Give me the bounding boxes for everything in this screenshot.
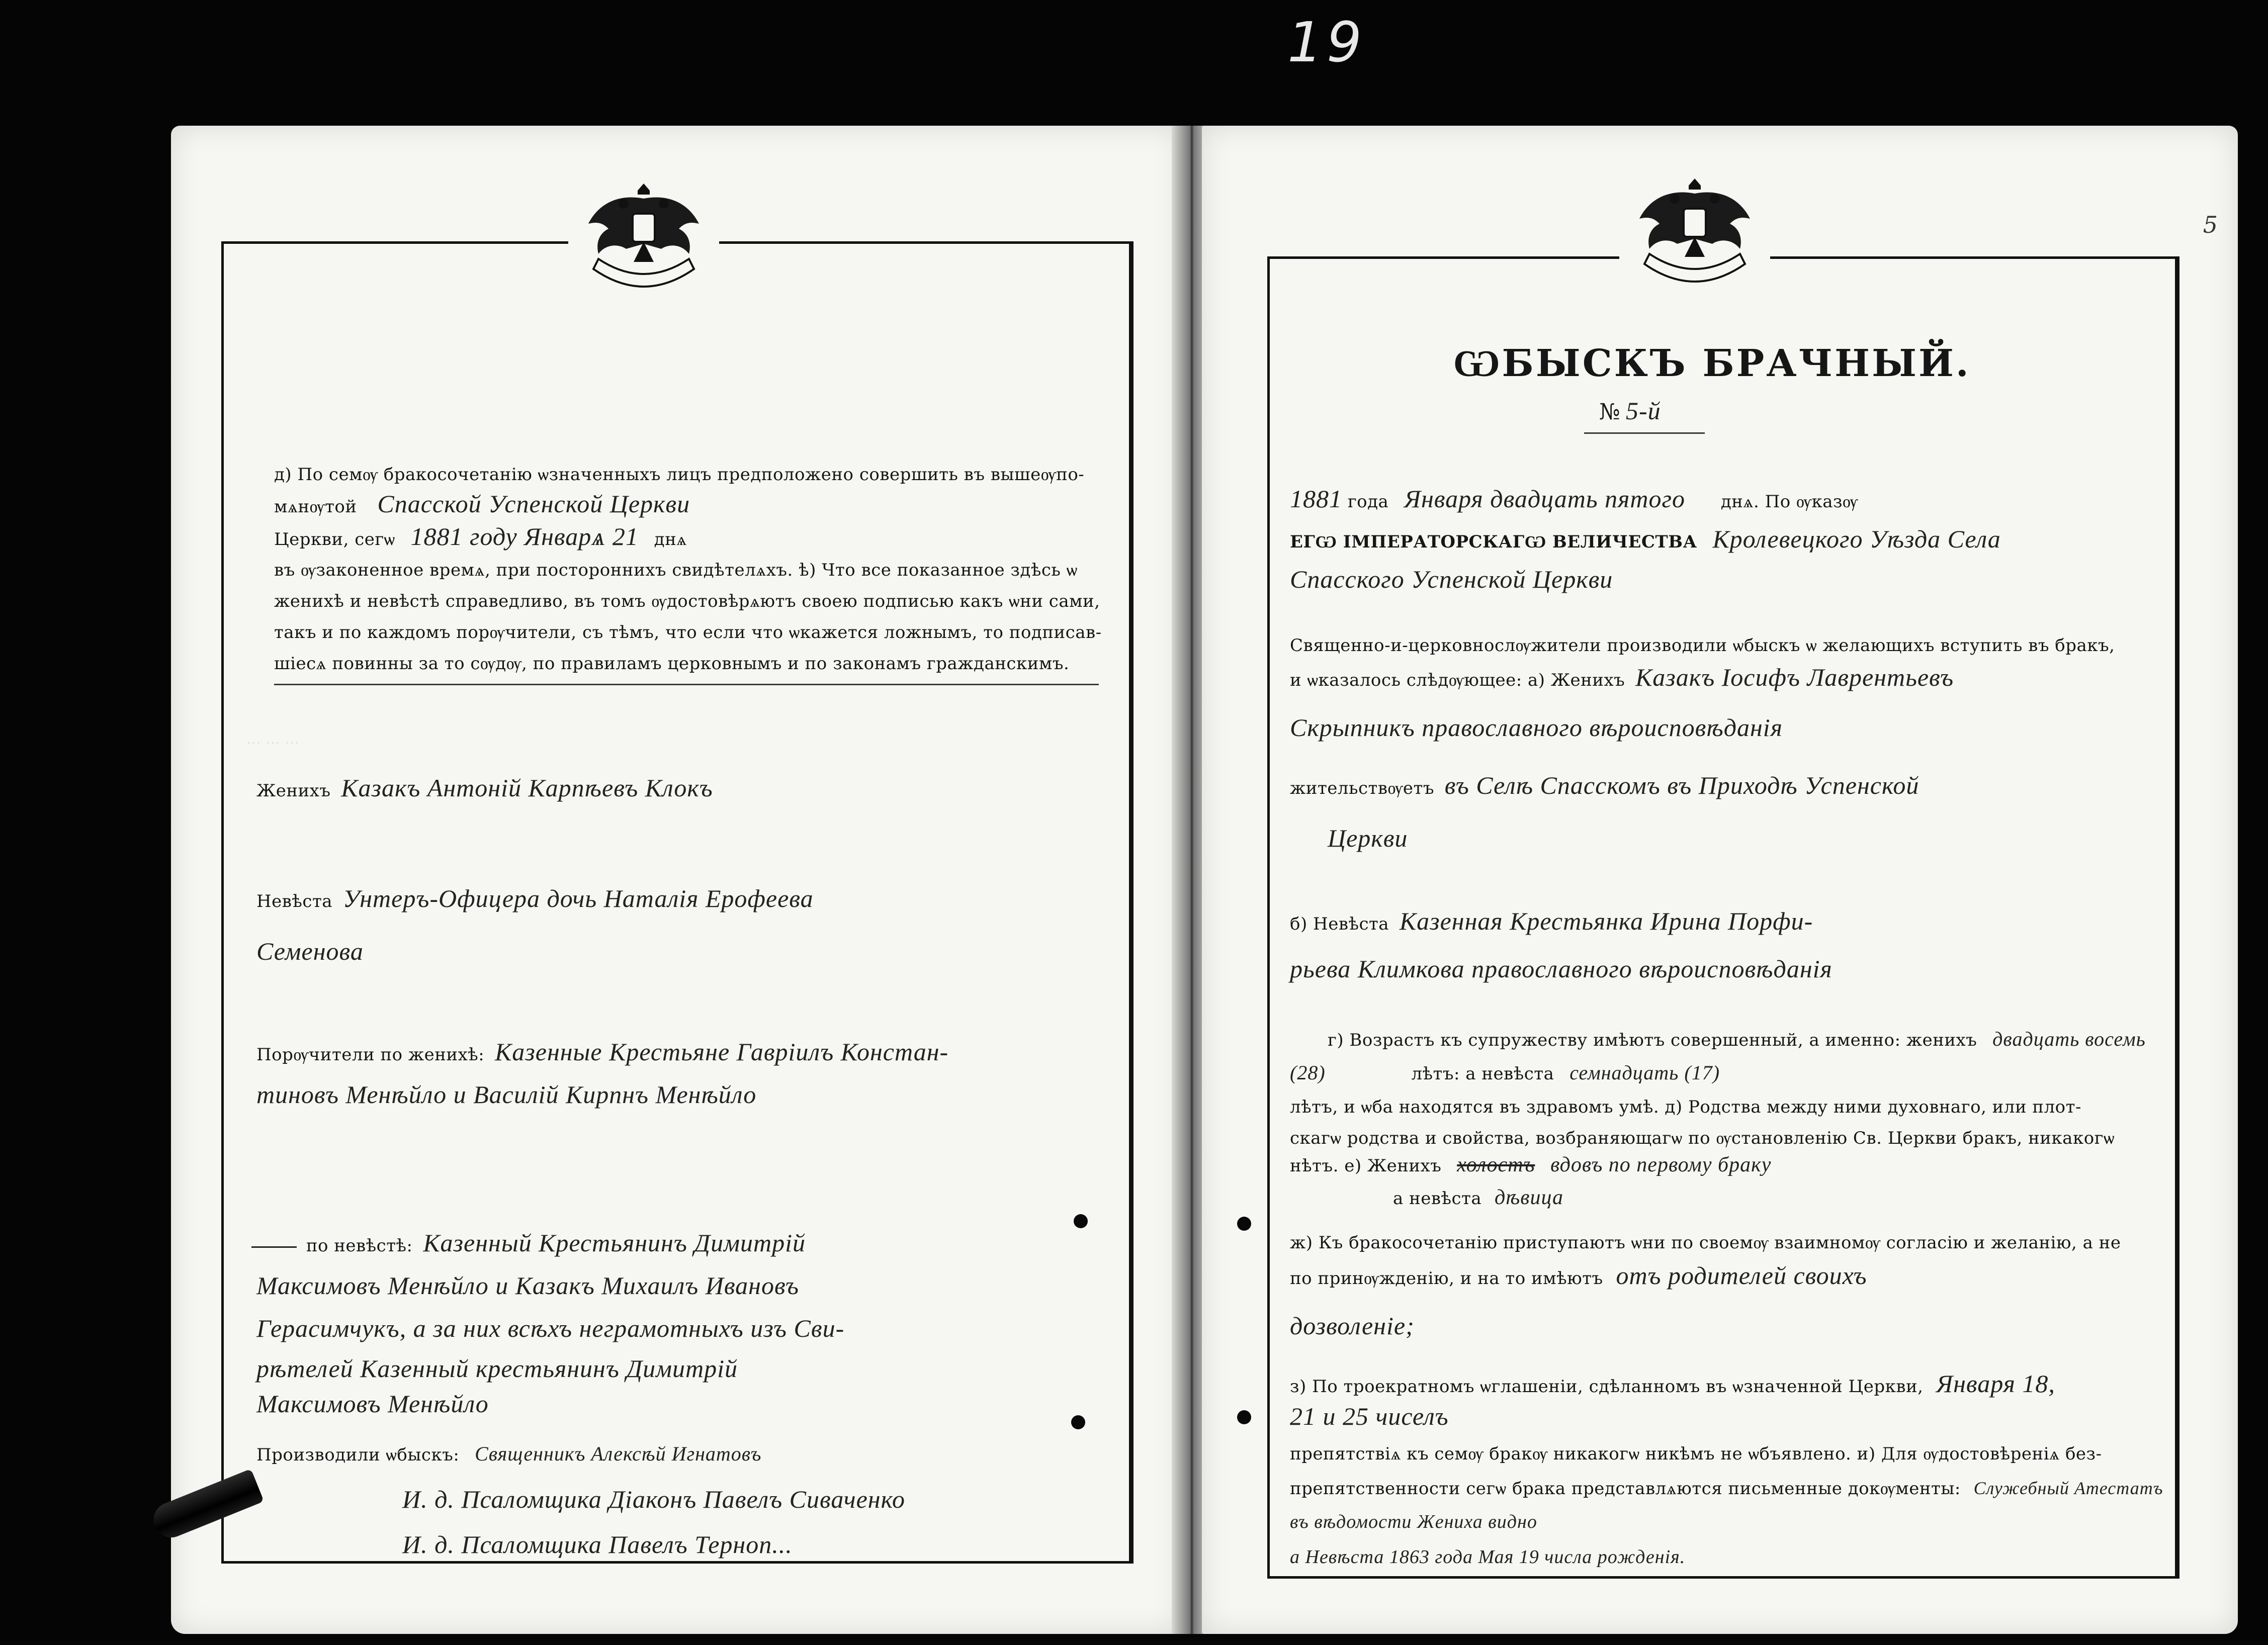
groom-state-extra: вдовъ по первому браку	[1550, 1153, 1772, 1176]
bride-name-line1: Унтеръ-Офицера дочь Наталія Ерофеева	[342, 884, 814, 912]
groom-age-number: (28)	[1290, 1061, 1326, 1084]
consent-line1: ж) Къ бракосочетанію приступаютъ ѡни по своемѹ взаимномѹ согласію и желанію, а не	[1290, 1233, 2121, 1253]
dash-rule	[251, 1246, 297, 1248]
document-title: ѠБЫСКЪ БРАЧНЫЙ.	[1453, 342, 1971, 385]
page-number: 5	[2203, 211, 2218, 238]
docs-line: препятственности сегѡ брака представлѧются письменные докѹменты:	[1290, 1479, 1961, 1499]
item-d-line6: такъ и по каждомъ порѹчители, съ тѣмъ, что если что ѡкажется ложнымъ, то подписав-	[274, 622, 1102, 643]
binding-hole	[1074, 1214, 1088, 1228]
groom-sureties-line2: тиновъ Менѣйло и Василій Кирпнъ Менѣйло	[256, 1080, 757, 1109]
banns-hand1: Января 18,	[1936, 1369, 2055, 1398]
item-d-line7: шіесѧ повинны за то сѹдѹ, по правиламъ церковнымъ и по законамъ гражданскимъ.	[274, 654, 1070, 674]
item-d-line4: въ ѹзаконенное времѧ, при постороннихъ свидѣтелѧхъ. ѣ) Что все показанное здѣсь ѡ	[274, 560, 1078, 580]
book-spread	[171, 126, 2238, 1634]
obstacles-line: препятствіѧ къ семѹ бракѹ никакогѡ никѣмъ не ѡбъявлено. и) Для ѹдостовѣреніѧ без-	[1290, 1444, 2102, 1464]
banns-hand2: 21 и 25 чиселъ	[1290, 1402, 1449, 1430]
bride-label: Невѣста	[256, 891, 333, 911]
consent-hand2: дозволеніе;	[1290, 1312, 1415, 1340]
right-page	[1202, 126, 2238, 1634]
imperial-eagle-emblem	[568, 173, 719, 299]
item-d-line3-prefix: Церкви, сегѡ	[274, 529, 395, 550]
bride-sureties-line2: Максимовъ Менѣйло и Казакъ Михаилъ Ивановъ	[256, 1271, 799, 1300]
health-line: лѣтъ, и ѡба находятся въ здравомъ умѣ. д) Родства между ними духовнаго, или плот-	[1290, 1097, 2081, 1117]
item-d-line5: женихѣ и невѣстѣ справедливо, въ томъ ѹдостовѣрѧютъ своею подписью какъ ѡни сами,	[274, 591, 1100, 611]
groom-name-line2: Скрыпникъ православного вѣроисповѣданія	[1290, 713, 1783, 742]
binding-hole	[1237, 1410, 1251, 1424]
binding-hole	[1071, 1415, 1085, 1429]
performed-line3: И. д. Псаломщика Павелъ Терноп...	[402, 1530, 793, 1559]
bride-sureties-line5: Максимовъ Менѣйло	[256, 1390, 489, 1418]
record-day: Января двадцать пятого	[1404, 485, 1686, 513]
double-headed-eagle-icon	[568, 173, 719, 299]
item-d-line1: д) По семѹ бракосочетанію ѡзначенныхъ лицъ предположено совершить въ вышеѹпо-	[274, 465, 1085, 485]
kinship-line: скагѡ родства и свойства, возбраняющагѡ по ѹстановленію Св. Церкви бракъ, никакогѡ	[1290, 1128, 2115, 1148]
groom-name: Казакъ Антоній Карпѣевъ Клокъ	[341, 774, 713, 802]
bride-state-prefix: а невѣста	[1393, 1189, 1482, 1209]
record-number: 5-й	[1625, 397, 1661, 425]
docs-hand1: Служебный Атестатъ	[1973, 1478, 2163, 1498]
groom-state-prefix: нѣтъ. е) Женихъ	[1290, 1156, 1442, 1176]
clergy-line: Священно-и-церковнослѹжители производили ѡбыскъ ѡ желающихъ вступить въ бракъ,	[1290, 635, 2115, 656]
double-headed-eagle-icon	[1619, 168, 1770, 294]
groom-sureties-line1: Казенные Крестьяне Гавріилъ Констан-	[495, 1038, 949, 1066]
bride-name-line2: Семенова	[256, 937, 364, 965]
day-label: днѧ. По ѹказѹ	[1720, 492, 1858, 512]
years-label: лѣтъ: а невѣста	[1411, 1064, 1554, 1084]
marriage-date: 1881 году Январѧ 21	[410, 522, 639, 551]
performed-label: Производили ѡбыскъ:	[256, 1445, 460, 1465]
item-d-line2-prefix: мѧнѹтой	[274, 497, 357, 517]
residence-line1: въ Селѣ Спасскомъ въ Приходѣ Успенской	[1444, 771, 1920, 799]
groom-sureties-label: Порѹчители по женихѣ:	[256, 1045, 485, 1065]
bride-state: дѣвица	[1494, 1186, 1563, 1209]
banns-line: з) По троекратномъ ѡглашеніи, сдѣланномъ въ ѡзначенной Церкви,	[1290, 1377, 1924, 1397]
bride-sureties-line4: рѣтелей Казенный крестьянинъ Димитрій	[256, 1354, 738, 1383]
right-bride-line1: Казенная Крестьянка Ирина Порфи-	[1399, 907, 1813, 935]
number-prefix: №	[1599, 399, 1621, 425]
right-bride-label: б) Невѣста	[1290, 914, 1389, 934]
bride-age: семнадцать (17)	[1569, 1061, 1720, 1084]
item-d-line3-suffix: днѧ	[654, 529, 687, 550]
year-label: года	[1347, 492, 1389, 512]
bride-sureties-line1: Казенный Крестьянинъ Димитрій	[423, 1229, 806, 1257]
residence-label: жительствѹетъ	[1290, 778, 1434, 798]
divider	[274, 684, 1099, 685]
age-label: г) Возрастъ къ супружеству имѣютъ совершенный, а именно: женихъ	[1328, 1030, 1977, 1050]
imperial-eagle-emblem	[1619, 168, 1770, 294]
record-year: 1881	[1290, 485, 1342, 513]
consent-line2: по принѹжденію, и на то имѣютъ	[1290, 1268, 1603, 1289]
archive-number: 19	[1287, 10, 1366, 74]
residence-line2: Церкви	[1328, 824, 1408, 852]
majesty-line: ЕГѠ ІМПЕРАТОРСКАГѠ ВЕЛИЧЕСТВА	[1290, 532, 1697, 552]
docs-hand2: въ вѣдомости Жениха видно	[1290, 1511, 1537, 1532]
district-name: Кролевецкого Уѣзда Села	[1712, 525, 2001, 553]
bride-sureties-label: по невѣстѣ:	[306, 1236, 413, 1256]
groom-label: Женихъ	[256, 781, 331, 801]
bride-sureties-line3: Герасимчукъ, а за них всѣхъ неграмотныхъ изъ Сви-	[256, 1314, 845, 1342]
binding-hole	[1237, 1217, 1251, 1231]
number-underline	[1584, 432, 1705, 434]
left-page	[171, 126, 1182, 1634]
found-prefix: и ѡказалось слѣдѹющее: а) Женихъ	[1290, 670, 1625, 690]
performed-line1: Священникъ Алексѣй Игнатовъ	[475, 1442, 762, 1465]
groom-state: холостъ	[1457, 1153, 1535, 1176]
consent-hand1: отъ родителей своихъ	[1616, 1261, 1867, 1290]
church-name: Спасской Успенской Церкви	[377, 490, 690, 518]
groom-age: двадцать восемь	[1992, 1028, 2146, 1050]
right-church-name: Спасского Успенской Церкви	[1290, 565, 1613, 593]
docs-hand3: а Невѣста 1863 года Мая 19 числа рожденія.	[1290, 1546, 1686, 1568]
performed-line2: И. д. Псаломщика Діаконъ Павелъ Сиваченко	[402, 1485, 906, 1513]
right-bride-line2: рьева Климкова православного вѣроисповѣданія	[1290, 955, 1833, 983]
bleed-through-text: ··· ··· ···	[246, 735, 299, 752]
groom-name-line1: Казакъ Іосифъ Лаврентьевъ	[1635, 663, 1954, 691]
